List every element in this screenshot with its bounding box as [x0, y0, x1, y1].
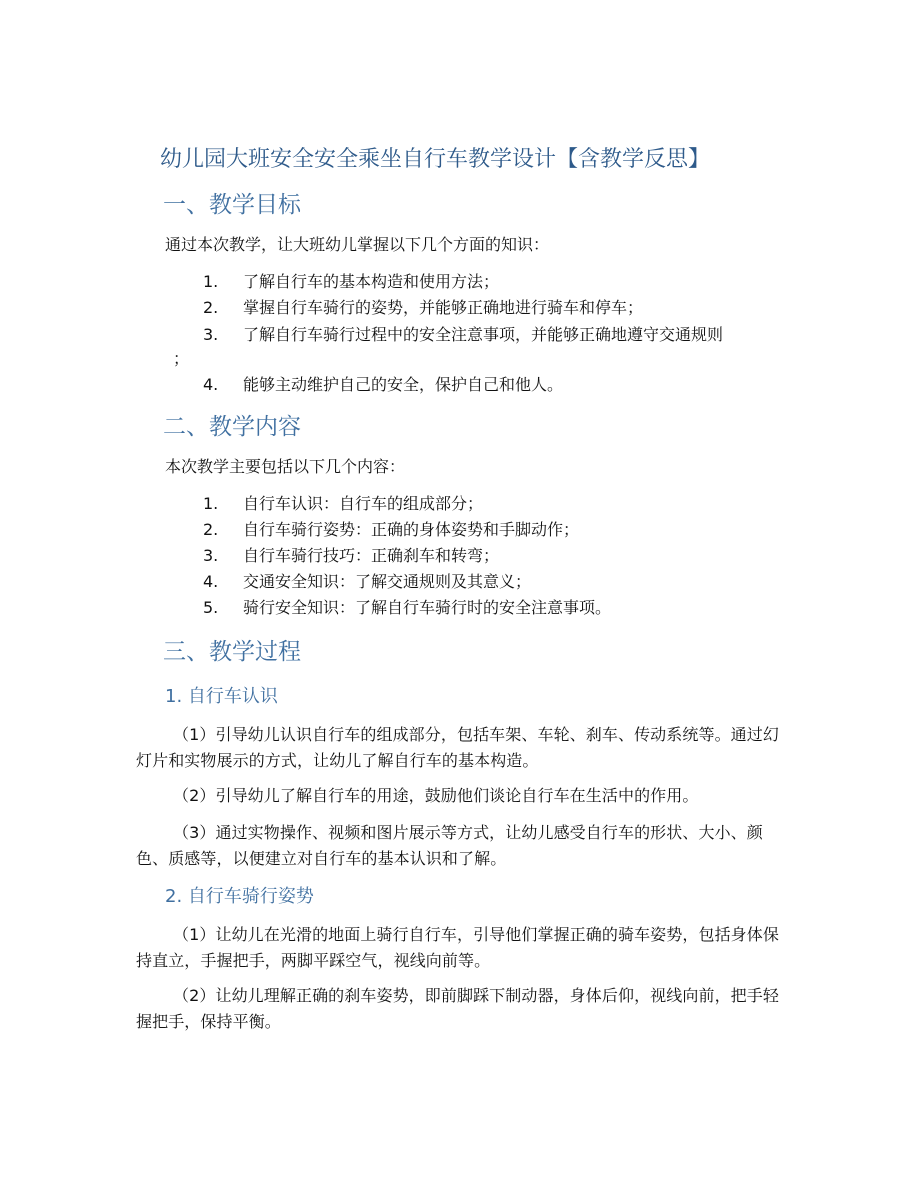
- section-heading-objectives: 一、教学目标: [163, 192, 301, 218]
- list-item-text: 骑行安全知识：了解自行车骑行时的安全注意事项。: [243, 598, 612, 617]
- list-item-text: 了解自行车骑行过程中的安全注意事项，并能够正确地遵守交通规则: [243, 325, 724, 344]
- section-heading-content: 二、教学内容: [163, 414, 301, 440]
- document-title: 幼儿园大班安全安全乘坐自行车教学设计【含教学反思】: [160, 147, 711, 172]
- content-intro: 本次教学主要包括以下几个内容：: [165, 457, 406, 476]
- list-item: [203, 323, 723, 347]
- list-item-number: 4.: [203, 375, 219, 394]
- list-item-text: 自行车骑行技巧：正确刹车和转弯；: [243, 546, 500, 565]
- list-item-text: 自行车认识：自行车的组成部分；: [243, 494, 484, 513]
- list-item-number: 2.: [203, 298, 219, 317]
- list-item: [203, 296, 643, 320]
- list-item-text: 掌握自行车骑行的姿势，并能够正确地进行骑车和停车；: [243, 298, 644, 317]
- list-item-continuation: ；: [173, 349, 190, 368]
- list-item-number: 1.: [203, 272, 219, 291]
- list-item-text: 自行车骑行姿势：正确的身体姿势和手脚动作；: [243, 520, 580, 539]
- list-item-text: 交通安全知识：了解交通规则及其意义；: [243, 572, 532, 591]
- list-item: [203, 270, 499, 294]
- list-item: [203, 373, 563, 397]
- subsection-heading-bike-recognition: 1. 自行车认识: [165, 686, 278, 707]
- list-item-text: 能够主动维护自己的安全，保护自己和他人。: [243, 375, 564, 394]
- section-heading-process: 三、教学过程: [163, 639, 301, 665]
- list-item: [203, 596, 611, 620]
- paragraph: （2）让幼儿理解正确的刹车姿势，即前脚踩下制动器，身体后仰，视线向前，把手轻握把手，保持平衡。: [136, 986, 779, 1031]
- list-item-number: 5.: [203, 598, 219, 617]
- objectives-intro: 通过本次教学，让大班幼儿掌握以下几个方面的知识：: [165, 235, 550, 254]
- paragraph: （2）引导幼儿了解自行车的用途，鼓励他们谈论自行车在生活中的作用。: [173, 786, 699, 805]
- list-item: [203, 518, 579, 542]
- list-item-number: 3.: [203, 325, 219, 344]
- list-item: [203, 492, 483, 516]
- list-item-number: 2.: [203, 520, 219, 539]
- paragraph: （1）引导幼儿认识自行车的组成部分，包括车架、车轮、刹车、传动系统等。通过幻灯片和实物展示的方式，让幼儿了解自行车的基本构造。: [136, 725, 779, 770]
- list-item: [203, 544, 499, 568]
- paragraph: （3）通过实物操作、视频和图片展示等方式，让幼儿感受自行车的形状、大小、颜色、质感等，以便建立对自行车的基本认识和了解。: [136, 823, 763, 868]
- list-item-number: 1.: [203, 494, 219, 513]
- list-item-number: 3.: [203, 546, 219, 565]
- subsection-heading-riding-posture: 2. 自行车骑行姿势: [165, 886, 314, 907]
- list-item-text: 了解自行车的基本构造和使用方法；: [243, 272, 500, 291]
- list-item-number: 4.: [203, 572, 219, 591]
- paragraph: （1）让幼儿在光滑的地面上骑行自行车，引导他们掌握正确的骑车姿势，包括身体保持直立，手握把手，两脚平踩空气，视线向前等。: [136, 925, 779, 970]
- list-item: [203, 570, 531, 594]
